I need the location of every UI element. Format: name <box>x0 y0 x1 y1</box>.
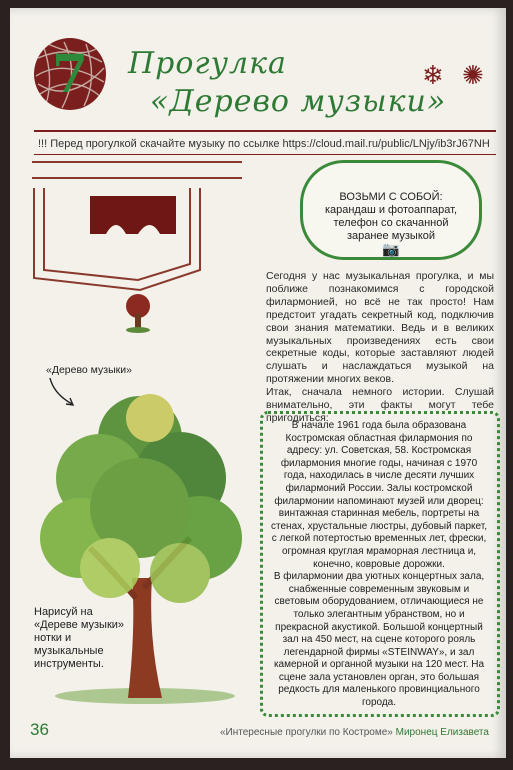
intro-text <box>266 270 494 425</box>
take-along-line1: карандаш и фотоаппарат, <box>324 204 458 216</box>
tree-label: «Дерево музыки» <box>46 364 132 376</box>
snowflake-icon: ❄ <box>422 60 444 90</box>
footer-book-title: «Интересные прогулки по Костроме» <box>220 727 393 738</box>
page-number: 36 <box>30 720 49 739</box>
facts-paragraph-2: В филармонии два уютных концертных зала, снабженные современным звуковым и световым оборудованием, отличающиеся не только элегантным убранством, но и прекрасной акустикой. Большой концертный зал на 450 мест, на сцене которого рояль легендарной фирмы «STEINWAY», и зал камерной и органной музыки на 120 мест. На сцене зала установлен орган, это большая редкость для маленького провинциального города. <box>273 571 485 709</box>
camera-icon: 📷 <box>382 241 400 257</box>
facts-text <box>268 420 490 710</box>
download-notice: !!! Перед прогулкой скачайте музыку по ссылке https://cloud.mail.ru/public/LNjy/ib3rJ67NH <box>38 138 490 150</box>
divider-bottom <box>34 154 496 155</box>
philharmonic-building-drawing <box>30 158 260 338</box>
sun-icon: ✺ <box>462 60 484 90</box>
intro-paragraph-2: Итак, сначала немного истории. Слушай внимательно, эти факты могут тебе пригодиться: <box>266 386 494 424</box>
walk-number: 7 <box>51 44 89 105</box>
footer-credits <box>220 727 489 738</box>
intro-paragraph-1: Сегодня у нас музыкальная прогулка, и мы поближе познакомимся с городской филармонией, но всё не так просто! Нам предстоит угадать секретный код, подключив свои знания математики. Ведь и в великих музыкальных произведениях есть свои секретные коды, которые заставляют людей слушать и наслаждаться музыкой на протяжении многих веков. <box>266 270 494 386</box>
divider-top <box>34 130 496 132</box>
book-page <box>10 8 506 758</box>
take-along-line2: телефон со скачанной <box>333 217 449 229</box>
take-along-line3: заранее музыкой <box>346 230 436 242</box>
walk-number-badge <box>34 38 106 110</box>
page-title-line1: Прогулка <box>128 46 287 81</box>
facts-paragraph-1: В начале 1961 года была образована Костромская областная филармония по адресу: ул. Советская, 58. Костромская филармония многие годы, начиная с 1970 года, находилась в числе десяти лучших филармоний России. Залы костромской филармонии напоминают музей или дворец: винтажная старинная мебель, портреты на стенах, хрустальные люстры, дубовый паркет, с легкой потертостью временных лет, фрески, огромная круглая мраморная лестница и, конечно, ковровые дорожки. <box>271 420 487 570</box>
take-along-heading: ВОЗЬМИ С СОБОЙ: <box>339 191 443 203</box>
draw-task: Нарисуй на «Дереве музыки» нотки и музыкальные инструменты. <box>34 606 125 670</box>
page-title-line2: «Дерево музыки» <box>150 84 447 119</box>
take-along-bubble <box>300 160 482 260</box>
footer-author: Миронец Елизавета <box>395 727 489 738</box>
